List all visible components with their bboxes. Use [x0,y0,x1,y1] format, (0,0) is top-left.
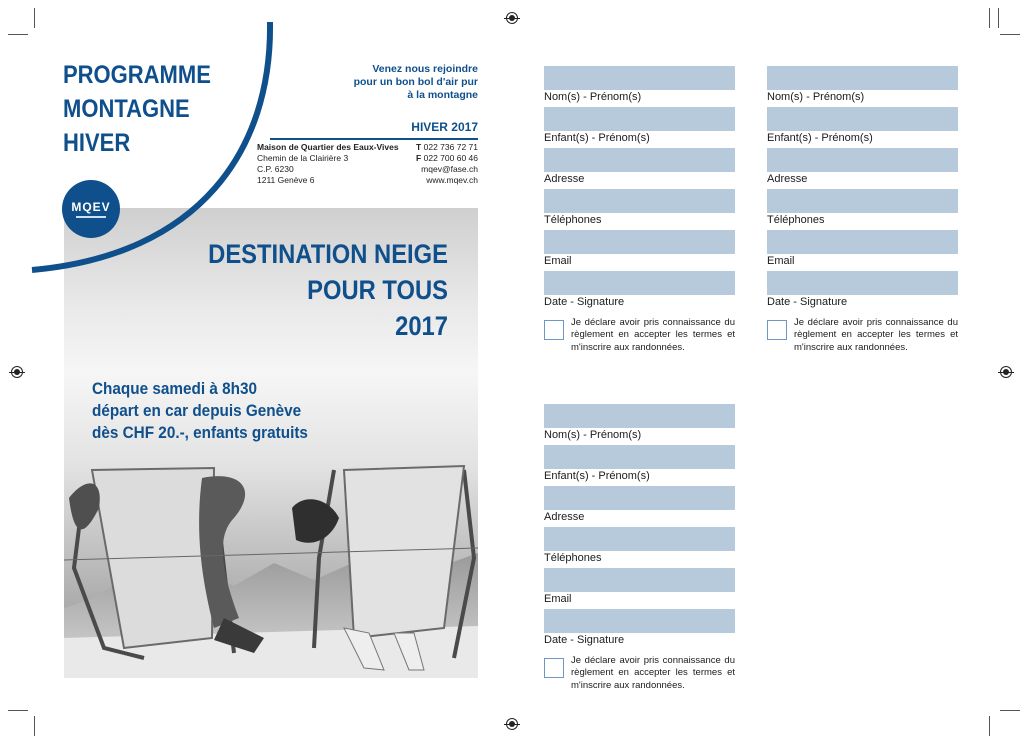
street: Chemin de la Clairière 3 [257,153,349,163]
field-label: Date - Signature [767,296,848,308]
field-label: Adresse [544,511,585,523]
mqev-logo [62,180,120,238]
form-input-field[interactable] [544,527,735,551]
form-input-field[interactable] [767,271,958,295]
tagline-line: à la montagne [407,89,478,101]
field-label: Enfant(s) - Prénom(s) [544,470,650,482]
form-input-field[interactable] [544,609,735,633]
season-label: HIVER 2017 [411,120,478,134]
field-label: Nom(s) - Prénom(s) [767,91,865,103]
declaration-checkbox[interactable] [544,658,564,678]
form-input-field[interactable] [544,230,735,254]
field-label: Email [767,255,795,267]
fax: 022 700 60 46 [423,153,478,163]
crop-mark [998,8,999,28]
title-line: MONTAGNE [63,95,190,123]
field-label: Adresse [544,173,585,185]
crop-mark [989,716,990,736]
po-box: C.P. 6230 [257,164,294,174]
tagline-line: pour un bon bol d'air pur [353,76,478,88]
headline-line: 2017 [395,311,448,341]
declaration-checkbox[interactable] [544,320,564,340]
schedule-details [92,378,389,444]
details-line: départ en car depuis Genève [92,401,302,420]
declaration-text: Je déclare avoir pris connaissance du règlement en accepter les termes et m'inscrire aux randonnées. [571,317,735,353]
form-input-field[interactable] [767,230,958,254]
programme-title [63,58,257,160]
crop-mark [1000,710,1020,711]
field-label: Email [544,593,572,605]
form-input-field[interactable] [767,148,958,172]
form-input-field[interactable] [544,66,735,90]
field-label: Enfant(s) - Prénom(s) [544,132,650,144]
headline-line: POUR TOUS [307,275,448,305]
address-block [257,142,407,186]
field-label: Téléphones [767,214,825,226]
form-input-field[interactable] [544,107,735,131]
form-input-field[interactable] [767,189,958,213]
crop-mark [989,8,990,28]
registration-mark-icon [506,12,518,24]
field-label: Nom(s) - Prénom(s) [544,429,642,441]
form-input-field[interactable] [544,486,735,510]
declaration-checkbox[interactable] [767,320,787,340]
registration-mark-icon [1000,366,1012,378]
field-label: Téléphones [544,214,602,226]
phone: 022 736 72 71 [423,142,478,152]
form-input-field[interactable] [767,107,958,131]
crop-mark [8,710,28,711]
logo-text: MQEV [71,200,111,214]
field-label: Nom(s) - Prénom(s) [544,91,642,103]
form-input-field[interactable] [767,66,958,90]
email-link[interactable]: mqev@fase.ch [421,164,478,174]
field-label: Date - Signature [544,296,625,308]
field-label: Enfant(s) - Prénom(s) [767,132,873,144]
contact-block [416,142,478,186]
website-link[interactable]: www.mqev.ch [426,175,478,185]
title-line: HIVER [63,129,131,157]
fax-label: F [416,153,422,163]
declaration-text: Je déclare avoir pris connaissance du règlement en accepter les termes et m'inscrire aux randonnées. [794,317,958,353]
city: 1211 Genève 6 [257,175,315,185]
logo-underline [76,216,106,218]
crop-mark [34,716,35,736]
details-line: dès CHF 20.-, enfants gratuits [92,423,308,442]
field-label: Adresse [767,173,808,185]
field-label: Téléphones [544,552,602,564]
field-label: Email [544,255,572,267]
details-line: Chaque samedi à 8h30 [92,379,257,398]
form-input-field[interactable] [544,189,735,213]
title-line: PROGRAMME [63,61,211,89]
form-input-field[interactable] [544,404,735,428]
declaration-text: Je déclare avoir pris connaissance du règlement en accepter les termes et m'inscrire aux randonnées. [571,655,735,691]
org-name: Maison de Quartier des Eaux-Vives [257,142,399,152]
form-input-field[interactable] [544,445,735,469]
tagline [318,63,478,102]
headline-line: DESTINATION NEIGE [208,239,448,269]
crop-mark [1000,34,1020,35]
registration-mark-icon [506,718,518,730]
tagline-line: Venez nous rejoindre [372,63,478,75]
form-input-field[interactable] [544,568,735,592]
form-input-field[interactable] [544,271,735,295]
registration-mark-icon [11,366,23,378]
field-label: Date - Signature [544,634,625,646]
tel-label: T [416,142,422,152]
form-input-field[interactable] [544,148,735,172]
